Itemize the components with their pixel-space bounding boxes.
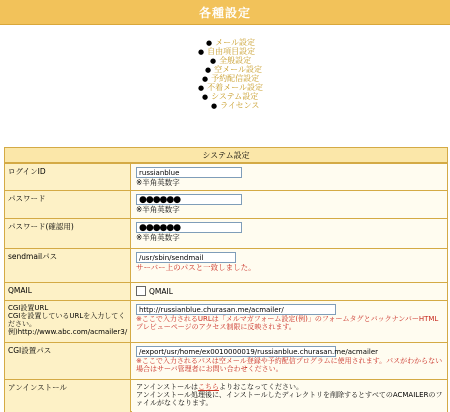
bullet-icon: ● (202, 75, 209, 83)
password-confirm-label: パスワード(確認用) (5, 219, 131, 249)
uninstall-text-before: アンインストールは (136, 383, 199, 391)
uninstall-label: アンインストール (5, 380, 131, 412)
nav-link[interactable]: 全般設定 (219, 56, 252, 65)
page-header (0, 0, 450, 25)
password-confirm-input[interactable]: ●●●●●● (136, 222, 242, 233)
login-id-row (5, 163, 447, 191)
nav-item-general-settings[interactable] (210, 56, 251, 65)
cgi-url-row (5, 300, 447, 343)
uninstall-link[interactable]: こちら (198, 383, 220, 391)
cgi-url-label-title: CGI設置URL (8, 304, 49, 312)
uninstall-warning: アンインストール処理後に、インストールしたディレクトリを削除するとすべてのACMAILERのファイルがなくなります。 (136, 391, 443, 407)
bullet-icon: ● (206, 39, 213, 47)
qmail-label: QMAIL (5, 283, 131, 301)
password-label: パスワード (5, 191, 131, 219)
bullet-icon: ● (210, 57, 217, 65)
cgi-path-row (5, 342, 447, 380)
sendmail-row (5, 248, 447, 283)
password-note: ※半角英数字 (136, 205, 180, 214)
login-id-note: ※半角英数字 (136, 178, 180, 187)
sendmail-label: sendmailパス (5, 249, 131, 283)
qmail-checkbox-label: QMAIL (149, 286, 173, 296)
nav-item-mail-settings[interactable] (206, 38, 255, 47)
nav-item-bounce-mail[interactable] (198, 83, 263, 92)
login-id-label: ログインID (5, 164, 131, 191)
password-confirm-note: ※半角英数字 (136, 233, 180, 242)
cgi-path-input[interactable]: /export/usr/home/ex0010000019/russianblue.churasan.me/acmailer (136, 346, 336, 357)
nav-link[interactable]: システム設定 (211, 92, 259, 101)
cgi-url-label-example: 例)http://www.abc.com/acmailer3/ (8, 328, 128, 336)
nav-link[interactable]: 空メール設定 (214, 65, 262, 74)
nav-link[interactable]: 予約配信設定 (211, 74, 260, 83)
uninstall-row (5, 379, 447, 412)
nav-item-empty-mail[interactable] (205, 65, 262, 74)
bullet-icon: ● (198, 48, 205, 56)
uninstall-text-after: よりおこなってください。 (219, 383, 304, 391)
qmail-checkbox-wrap[interactable] (136, 286, 173, 296)
sendmail-path-input[interactable]: /usr/sbin/sendmail (136, 252, 236, 263)
cgi-path-label: CGI設置パス (5, 343, 131, 380)
login-id-input[interactable]: russianblue (136, 167, 242, 178)
bullet-icon: ● (202, 93, 209, 101)
nav-item-license[interactable] (211, 101, 259, 110)
nav-item-custom-fields[interactable] (198, 47, 255, 56)
sendmail-status-note: サーバー上のパスと一致しました。 (136, 263, 256, 272)
bullet-icon: ● (205, 66, 212, 74)
cgi-url-note: ※ここで入力されるURLは「メルマガフォーム設定(例)」のフォームタグとバックナンバーHTMLプレビューページのアクセス制限に反映されます。 (136, 315, 439, 331)
password-confirm-row (5, 218, 447, 249)
bullet-icon: ● (211, 102, 218, 110)
cgi-url-input[interactable]: http://russianblue.churasan.me/acmailer/ (136, 304, 336, 315)
nav-link[interactable]: 不着メール設定 (207, 83, 263, 92)
nav-link[interactable]: ライセンス (220, 101, 260, 110)
system-settings-panel (4, 147, 448, 412)
panel-title: システム設定 (5, 148, 447, 163)
nav-link[interactable]: 自由項目設定 (207, 47, 256, 56)
nav-item-system-settings[interactable] (202, 92, 258, 101)
cgi-url-label (5, 301, 131, 343)
uninstall-instruction (136, 383, 443, 391)
password-row (5, 190, 447, 219)
nav-link[interactable]: メール設定 (215, 38, 255, 47)
qmail-checkbox[interactable] (136, 286, 146, 296)
cgi-url-label-help: CGIを設置しているURLを入力してください。 (8, 312, 126, 328)
password-input[interactable]: ●●●●●● (136, 194, 242, 205)
bullet-icon: ● (198, 84, 205, 92)
page-title: 各種設定 (198, 5, 251, 20)
qmail-row (5, 282, 447, 301)
cgi-path-note: ※ここで入力されるパスは空メール登録や予約配信プログラムに使用されます。パスがわからない場合はサーバ管理者にお問い合わせください。 (136, 357, 443, 373)
nav-item-scheduled-delivery[interactable] (202, 74, 259, 83)
